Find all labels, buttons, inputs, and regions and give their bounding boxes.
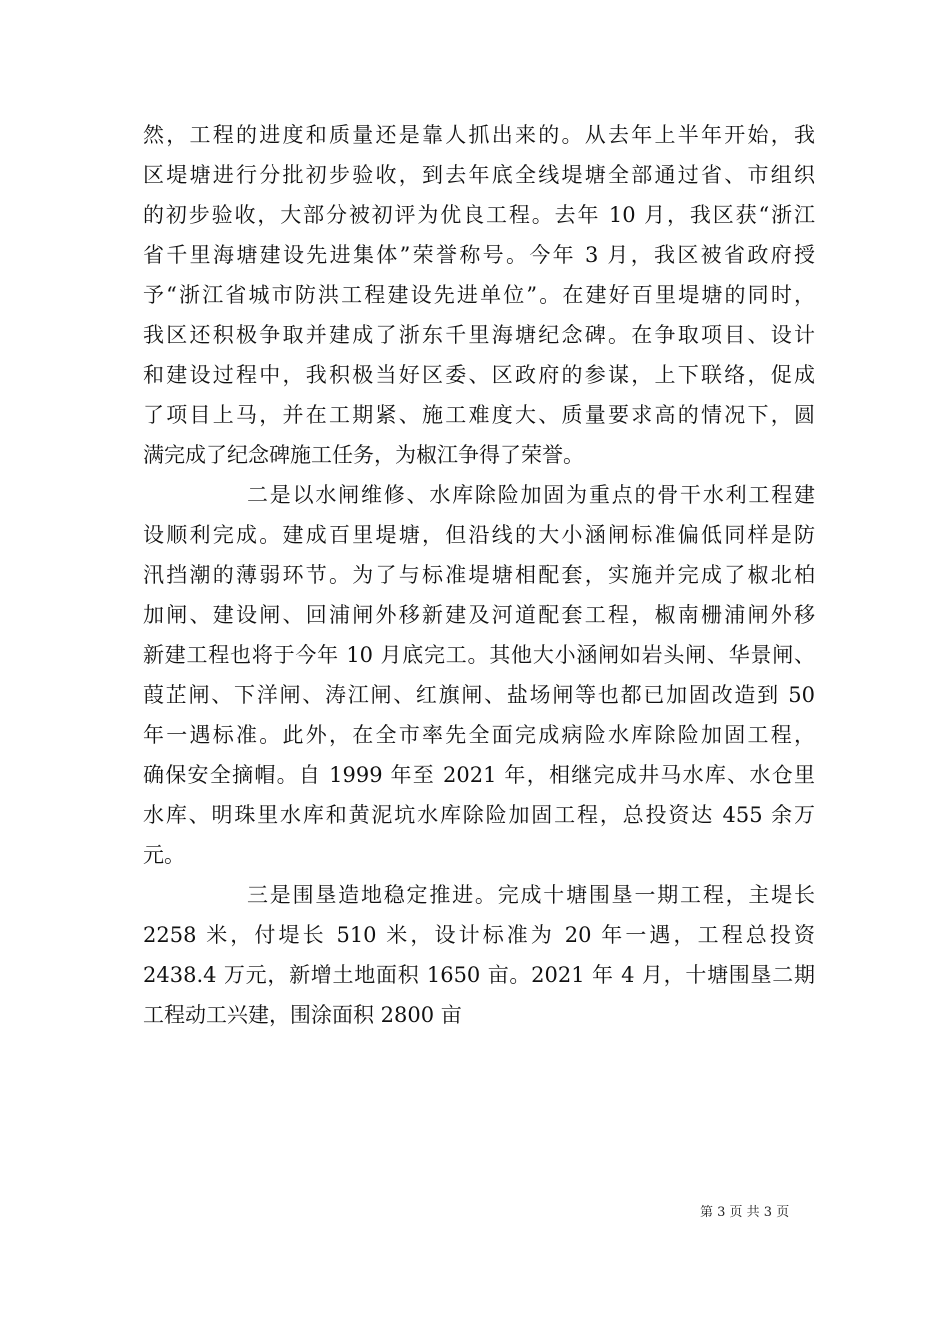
text-line: 年一遇标准。此外，在全市率先全面完成病险水库除险加固工程， <box>143 723 815 747</box>
text-line: 二是以水闸维修、水库除险加固为重点的骨干水利工程建 <box>247 483 815 507</box>
text-line: 设顺利完成。建成百里堤塘，但沿线的大小涵闸标准偏低同样是防 <box>143 523 815 547</box>
text-line: 区堤塘进行分批初步验收，到去年底全线堤塘全部通过省、市组织 <box>143 163 815 187</box>
text-line: 新建工程也将于今年 10 月底完工。其他大小涵闸如岩头闸、华景闸、 <box>143 643 815 667</box>
text-line: 2438.4 万元，新增土地面积 1650 亩。2021 年 4 月，十塘围垦二期 <box>143 963 815 987</box>
text-line: 水库、明珠里水库和黄泥坑水库除险加固工程，总投资达 455 余万 <box>143 803 815 827</box>
text-line: 三是围垦造地稳定推进。完成十塘围垦一期工程，主堤长 <box>247 883 815 907</box>
text-line: 加闸、建设闸、回浦闸外移新建及河道配套工程，椒南栅浦闸外移 <box>143 603 815 627</box>
text-line: 葭芷闸、下洋闸、涛江闸、红旗闸、盐场闸等也都已加固改造到 50 <box>143 683 815 707</box>
text-line: 然，工程的进度和质量还是靠人抓出来的。从去年上半年开始，我 <box>143 123 815 147</box>
text-line: 确保安全摘帽。自 1999 年至 2021 年，相继完成井马水库、水仓里 <box>143 763 815 787</box>
text-line: 省千里海塘建设先进集体”荣誉称号。今年 3 月，我区被省政府授 <box>143 243 815 267</box>
text-line: 元。 <box>143 843 185 867</box>
text-line: 工程动工兴建，围涂面积 2800 亩 <box>143 1003 462 1027</box>
text-line: 予“浙江省城市防洪工程建设先进单位”。在建好百里堤塘的同时， <box>143 283 815 307</box>
text-line: 满完成了纪念碑施工任务，为椒江争得了荣誉。 <box>143 443 584 467</box>
text-line: 我区还积极争取并建成了浙东千里海塘纪念碑。在争取项目、设计 <box>143 323 815 347</box>
text-line: 2258 米，付堤长 510 米，设计标准为 20 年一遇，工程总投资 <box>143 923 815 947</box>
page-footer: 第 3 页 共 3 页 <box>700 1205 790 1220</box>
text-line: 汛挡潮的薄弱环节。为了与标准堤塘相配套，实施并完成了椒北柏 <box>143 563 815 587</box>
text-line: 了项目上马，并在工期紧、施工难度大、质量要求高的情况下，圆 <box>143 403 815 427</box>
text-line: 的初步验收，大部分被初评为优良工程。去年 10 月，我区获“浙江 <box>143 203 815 227</box>
text-line: 和建设过程中，我积极当好区委、区政府的参谋，上下联络，促成 <box>143 363 815 387</box>
